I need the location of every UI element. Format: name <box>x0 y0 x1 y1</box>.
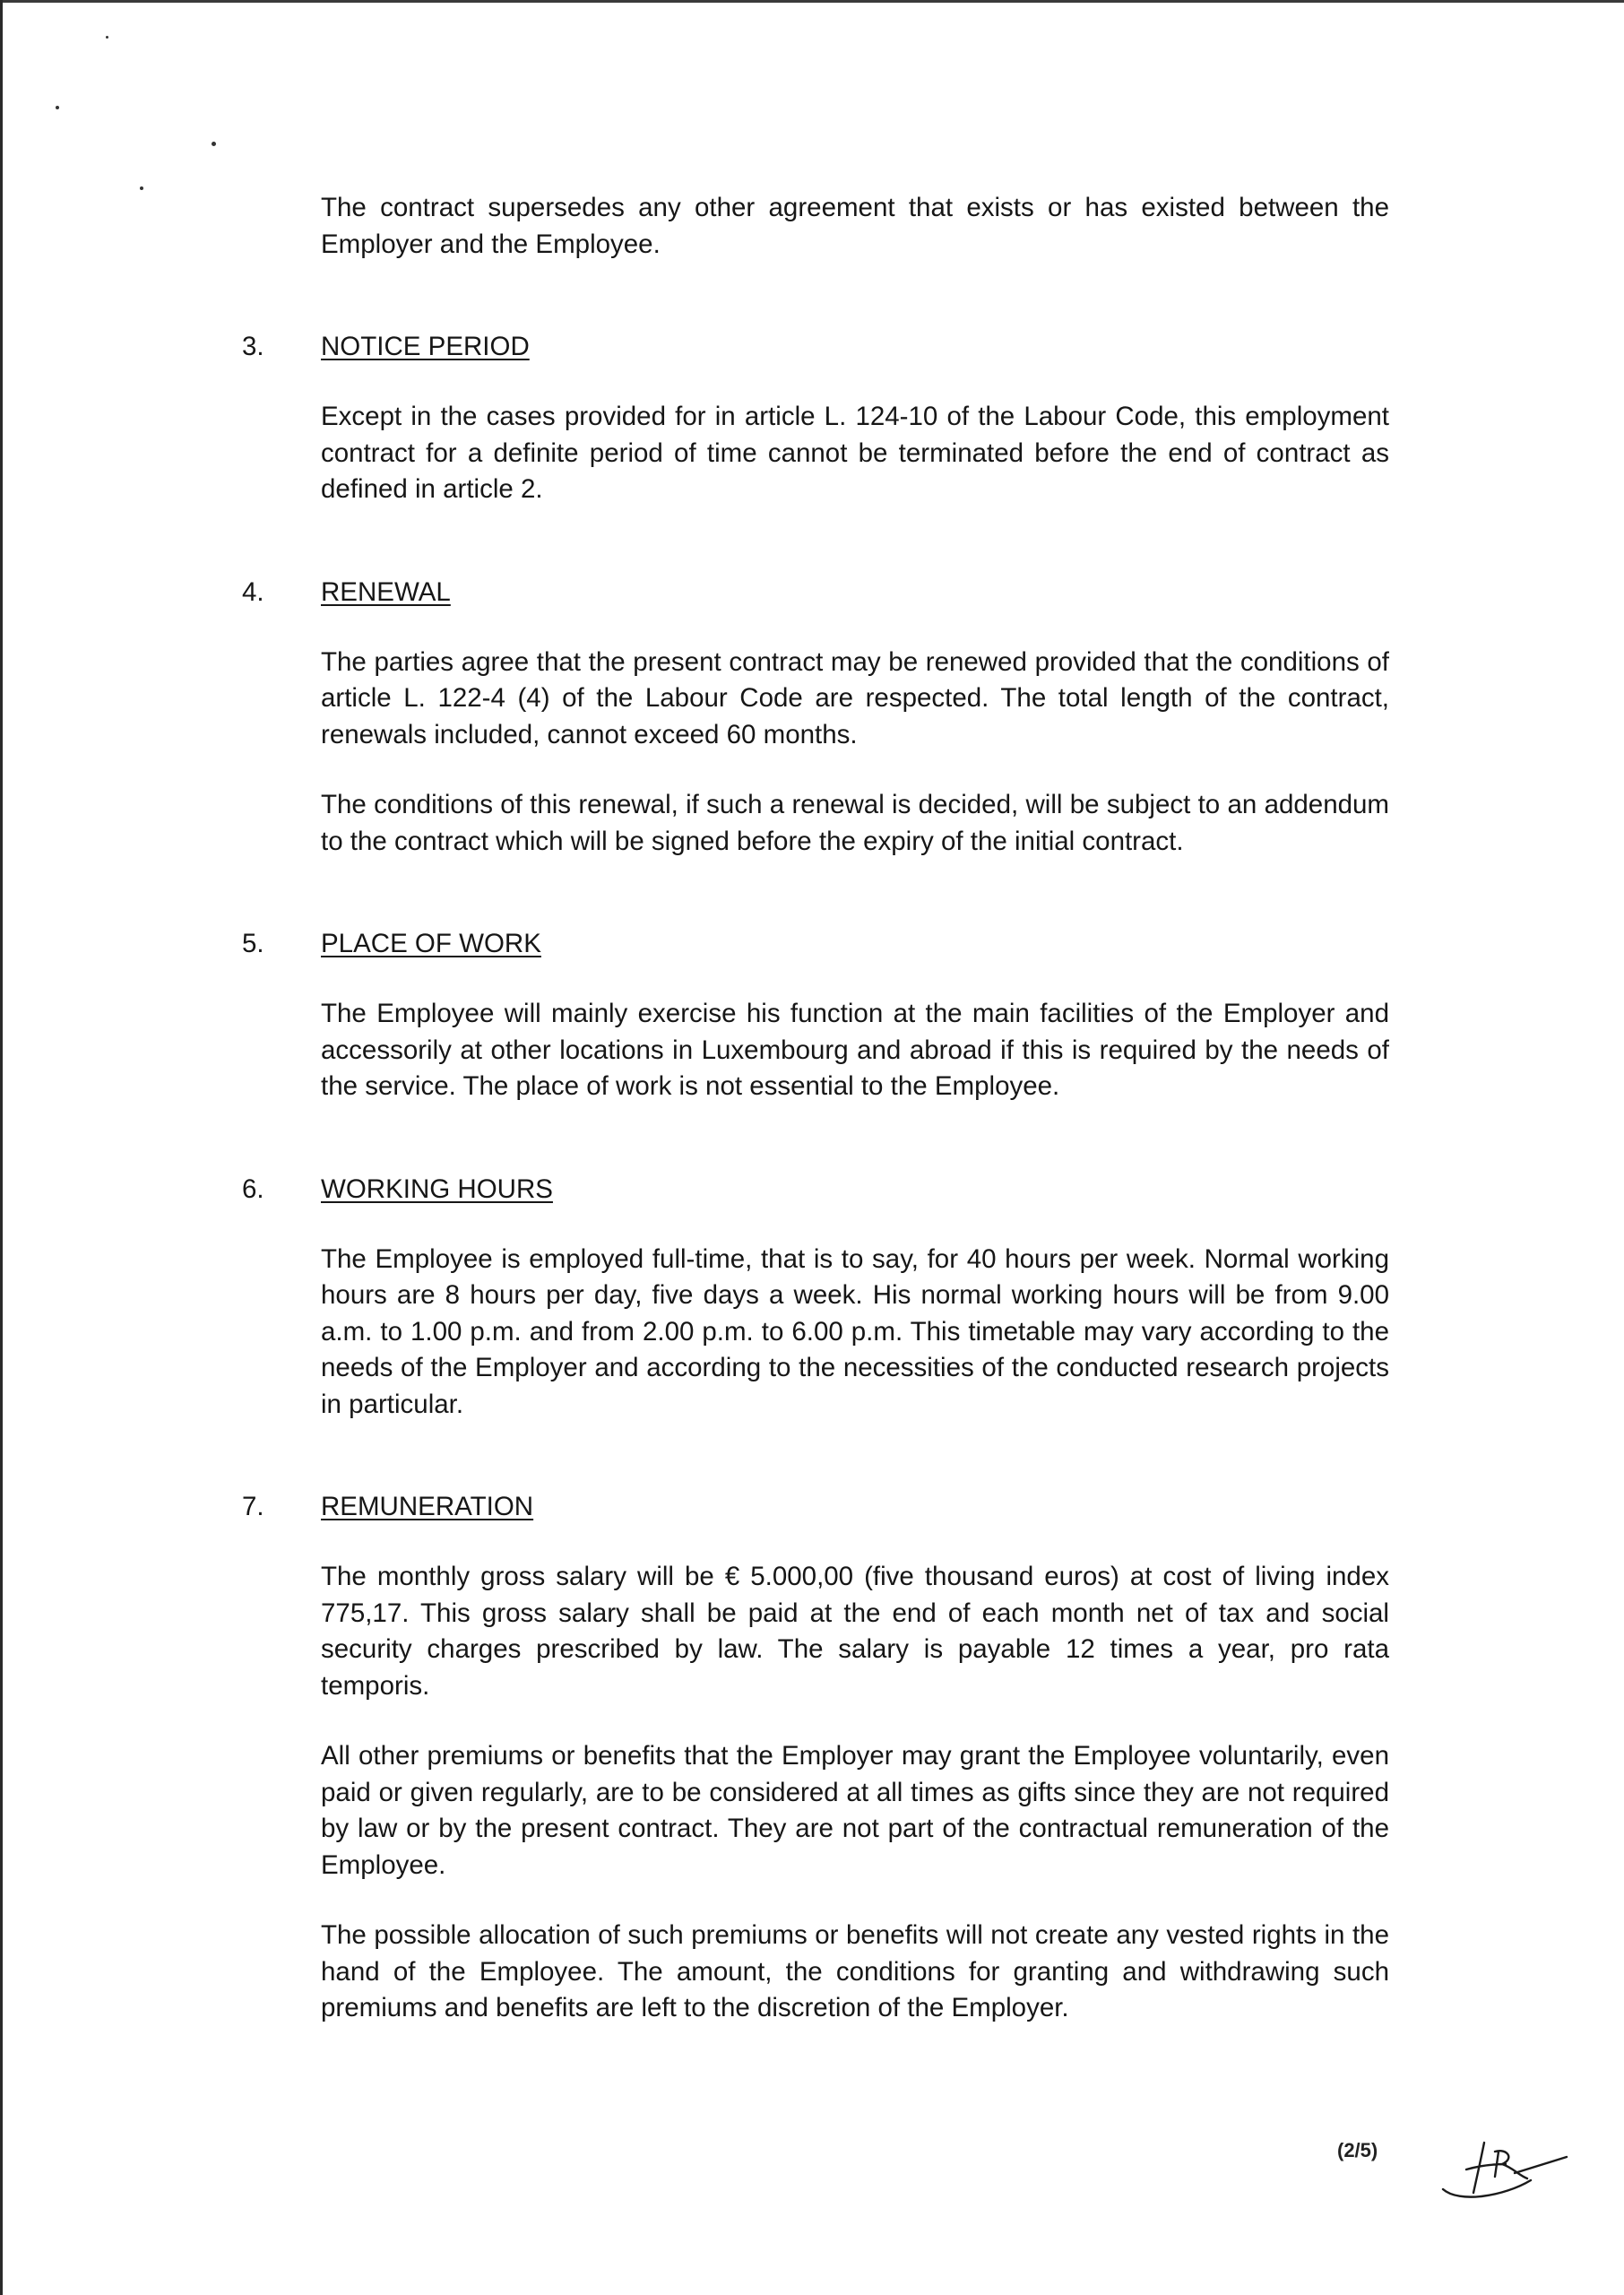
section-paragraph: Except in the cases provided for in article L. 124-10 of the Labour Code, this employment contract for a definite period of time cannot be terminated before the end of contract as defined in article 2. <box>321 402 1389 504</box>
section-renewal <box>242 575 1389 861</box>
section-title: RENEWAL <box>321 576 451 607</box>
section-paragraph: All other premiums or benefits that the Employer may grant the Employee voluntarily, even paid or given regularly, are to be considered at all times as gifts since they are not required by law or by the present contract. They are not part of the contractual remuneration of the Employee. <box>321 1741 1389 1880</box>
page-number: (2/5) <box>1337 2139 1378 2161</box>
section-paragraph: The Employee will mainly exercise his function at the main facilities of the Employer and accessorily at other locations in Luxembourg and abroad if this is required by the needs of the service. The place of work is not essential to the Employee. <box>321 999 1389 1101</box>
section-paragraph: The parties agree that the present contract may be renewed provided that the conditions of article L. 122-4 (4) of the Labour Code are respected. The total length of the contract, renewals included, cannot exceed 60 months. <box>321 646 1389 749</box>
section-number: 6. <box>242 1173 264 1204</box>
section-heading <box>242 329 1389 365</box>
section-title: WORKING HOURS <box>321 1173 553 1204</box>
section-title: PLACE OF WORK <box>321 929 541 958</box>
section-number: 3. <box>242 332 264 361</box>
section-place-of-work <box>242 926 1389 1105</box>
section-heading <box>242 1489 1389 1525</box>
scan-speck <box>106 36 108 39</box>
scan-speck <box>212 142 216 146</box>
signature-initials <box>1432 2107 1594 2214</box>
scan-speck <box>140 186 143 190</box>
section-number: 4. <box>242 576 264 607</box>
section-title: NOTICE PERIOD <box>321 332 530 361</box>
section-paragraph: The conditions of this renewal, if such a renewal is decided, will be subject to an addendum to the contract which will be signed before the expiry of the initial contract. <box>321 790 1389 856</box>
section-remuneration <box>242 1489 1389 2027</box>
section-heading <box>242 926 1389 962</box>
scan-speck <box>56 106 59 109</box>
scan-edge-top <box>0 0 1624 3</box>
section-paragraph: The monthly gross salary will be € 5.000,00 (five thousand euros) at cost of living index 775,17. This gross salary shall be paid at the end of each month net of tax and social security charges prescribed by law. The salary is payable 12 times a year, pro rata temporis. <box>321 1562 1389 1701</box>
section-title: REMUNERATION <box>321 1492 534 1521</box>
document-page <box>242 190 1389 2027</box>
section-paragraph: The Employee is employed full-time, that is to say, for 40 hours per week. Normal working hours are 8 hours per day, five days a week. His normal working hours will be from 9.00 a.m. to 1.00 p.m. and from 2.00 p.m. to 6.00 p.m. This timetable may vary according to the needs of the Employer and according to the necessities of the conducted research projects in particular. <box>321 1243 1389 1419</box>
intro-paragraph: The contract supersedes any other agreement that exists or has existed between the Employer and the Employee. <box>321 193 1389 259</box>
section-heading <box>242 1172 1389 1208</box>
section-number: 5. <box>242 929 264 958</box>
section-number: 7. <box>242 1492 264 1521</box>
section-paragraph: The possible allocation of such premiums or benefits will not create any vested rights in the hand of the Employee. The amount, the conditions for granting and withdrawing such premiums and benefits are left to the discretion of the Employer. <box>321 1920 1389 2022</box>
section-heading <box>242 575 1389 611</box>
scan-edge-left <box>0 0 3 2295</box>
section-working-hours <box>242 1172 1389 1424</box>
section-notice-period <box>242 329 1389 508</box>
